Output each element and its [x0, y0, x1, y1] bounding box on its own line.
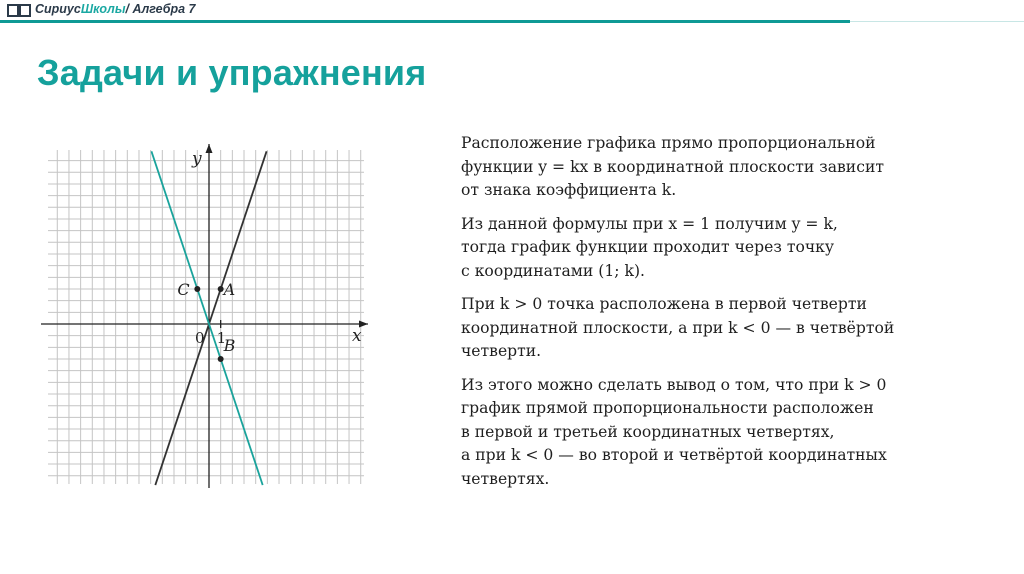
point-label-a: A	[223, 279, 236, 299]
line-y3x	[155, 151, 266, 485]
header-rule-thin	[850, 21, 1024, 22]
paragraph-4: Из этого можно сделать вывод о том, что при k > 0 график прямой пропорциональности расположен в первой и третьей координатных четвертях, а при k < 0 — во второй и четвёртой координатных четвертях.	[461, 375, 887, 488]
book-icon	[6, 2, 32, 18]
origin-label: 0	[195, 329, 205, 347]
line-y-3x	[151, 151, 262, 485]
paragraph-2: Из данной формулы при x = 1 получим y = k, тогда график функции проходит через точку с координатами (1; k).	[461, 214, 838, 280]
header	[0, 0, 1024, 26]
axis-y-label: y	[192, 149, 202, 169]
point-b	[218, 356, 224, 362]
point-c	[194, 286, 200, 292]
axis-x-label: x	[352, 326, 362, 346]
paragraph-3: При k > 0 точка расположена в первой четверти координатной плоскости, а при k < 0 — в четвёртой четверти.	[461, 295, 895, 360]
paragraph-1: Расположение графика прямо пропорциональной функции y = kx в координатной плоскости зависит от знака коэффициента k.	[461, 134, 884, 199]
tick-label-1: 1	[216, 329, 227, 347]
explanation-text	[461, 132, 981, 501]
page-title: Задачи и упражнения	[37, 52, 427, 93]
point-label-b: B	[223, 336, 236, 356]
coordinate-graph	[36, 140, 376, 490]
y-axis-arrow	[206, 144, 213, 153]
point-label-c: C	[177, 279, 190, 299]
brand-title: СириусШколы/ Алгебра 7	[35, 2, 196, 16]
header-rule	[0, 20, 850, 23]
